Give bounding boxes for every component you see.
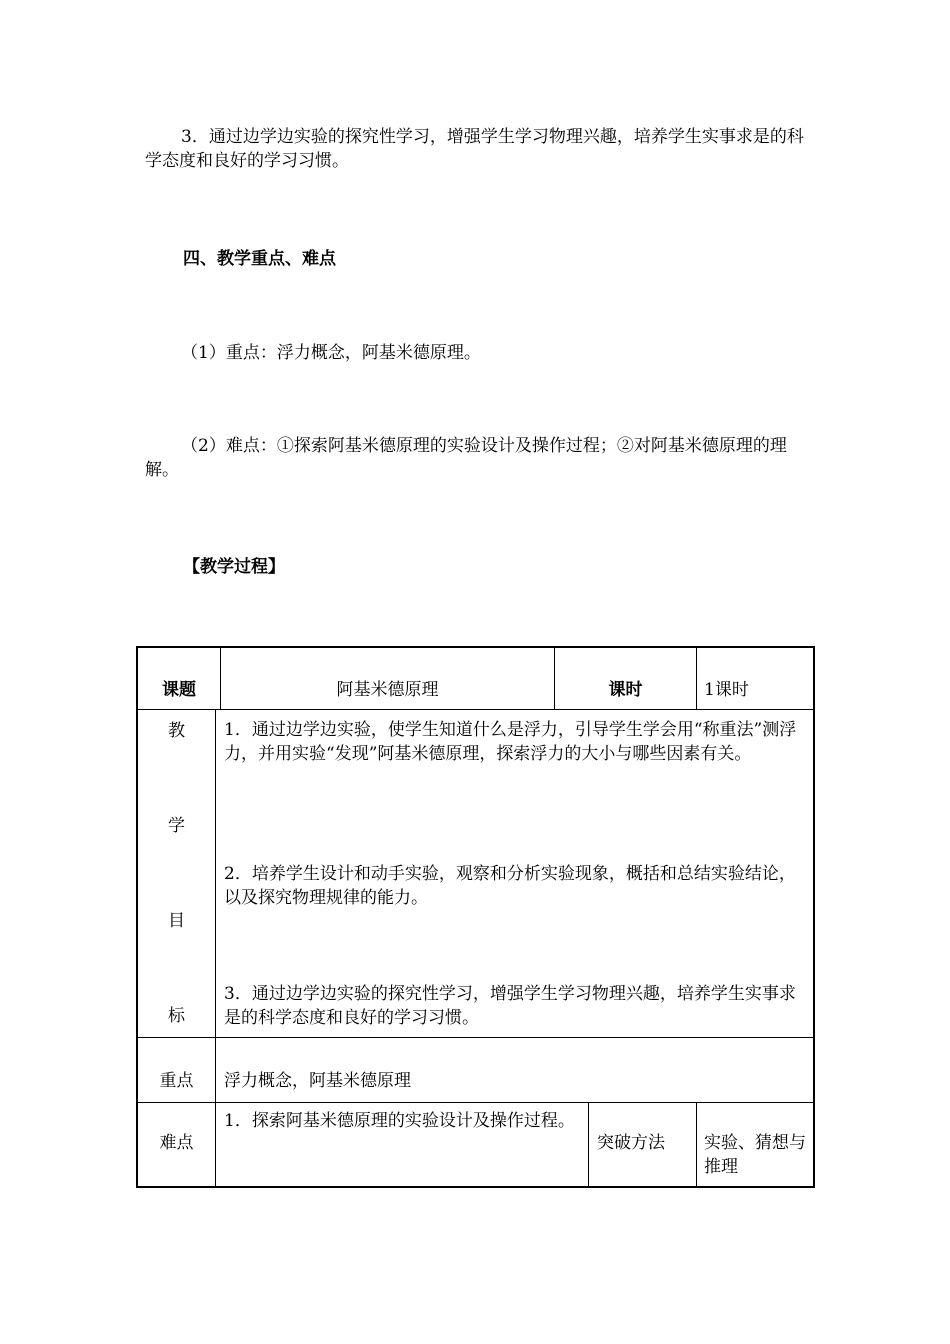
col-divider-label [215, 709, 216, 1187]
method-value: 实验、猜想与推理 [704, 1133, 806, 1177]
lesson-table [136, 646, 815, 1188]
col-divider-r4-b [696, 1102, 697, 1187]
goal-item-2: 2．培养学生设计和动手实验，观察和分析实验现象，概括和总结实验结论，以及探究物理规律的能力。 [224, 864, 796, 908]
method-label: 突破方法 [597, 1133, 665, 1153]
goals-label-char-3: 目 [168, 911, 185, 931]
row-divider-2 [136, 1037, 815, 1038]
goal-item-1: 1．通过边学边实验，使学生知道什么是浮力，引导学生学会用“称重法”测浮力，并用实验“发现”阿基米德原理，探索浮力的大小与哪些因素有关。 [224, 720, 797, 764]
teaching-process-heading: 【教学过程】 [183, 557, 285, 577]
topic-value: 阿基米德原理 [336, 680, 439, 700]
goals-label-char-2: 学 [168, 816, 185, 836]
row-divider-1 [136, 709, 815, 710]
topic-label: 课题 [162, 680, 196, 700]
difficult-value: 1．探索阿基米德原理的实验设计及操作过程。 [224, 1111, 575, 1131]
key-point-paragraph: （1）重点：浮力概念，阿基米德原理。 [181, 343, 481, 363]
goals-label-char-4: 标 [168, 1006, 185, 1026]
goal-item-3: 3．通过边学边实验的探究性学习，增强学生学习物理兴趣，培养学生实事求是的科学态度和良好的学习习惯。 [224, 984, 796, 1028]
table-border-top [136, 646, 815, 648]
key-value: 浮力概念，阿基米德原理 [224, 1071, 411, 1091]
row-divider-3 [136, 1102, 815, 1103]
difficult-label: 难点 [159, 1133, 194, 1153]
goals-label-char-1: 教 [168, 721, 185, 741]
col-divider-r4-a [588, 1102, 589, 1187]
period-value: 1课时 [704, 680, 749, 700]
goal-3-paragraph: 3．通过边学边实验的探究性学习，增强学生学习物理兴趣，培养学生实事求是的科学态度和良好的学习习惯。 [145, 127, 804, 171]
col-divider-r1-c [696, 646, 697, 710]
key-label: 重点 [159, 1071, 194, 1091]
table-border-right [813, 646, 815, 1188]
difficult-point-paragraph: （2）难点：①探索阿基米德原理的实验设计及操作过程；②对阿基米德原理的理解。 [145, 436, 787, 480]
section-4-heading: 四、教学重点、难点 [183, 249, 336, 269]
table-border-bottom [136, 1186, 815, 1188]
period-label: 课时 [608, 680, 643, 700]
